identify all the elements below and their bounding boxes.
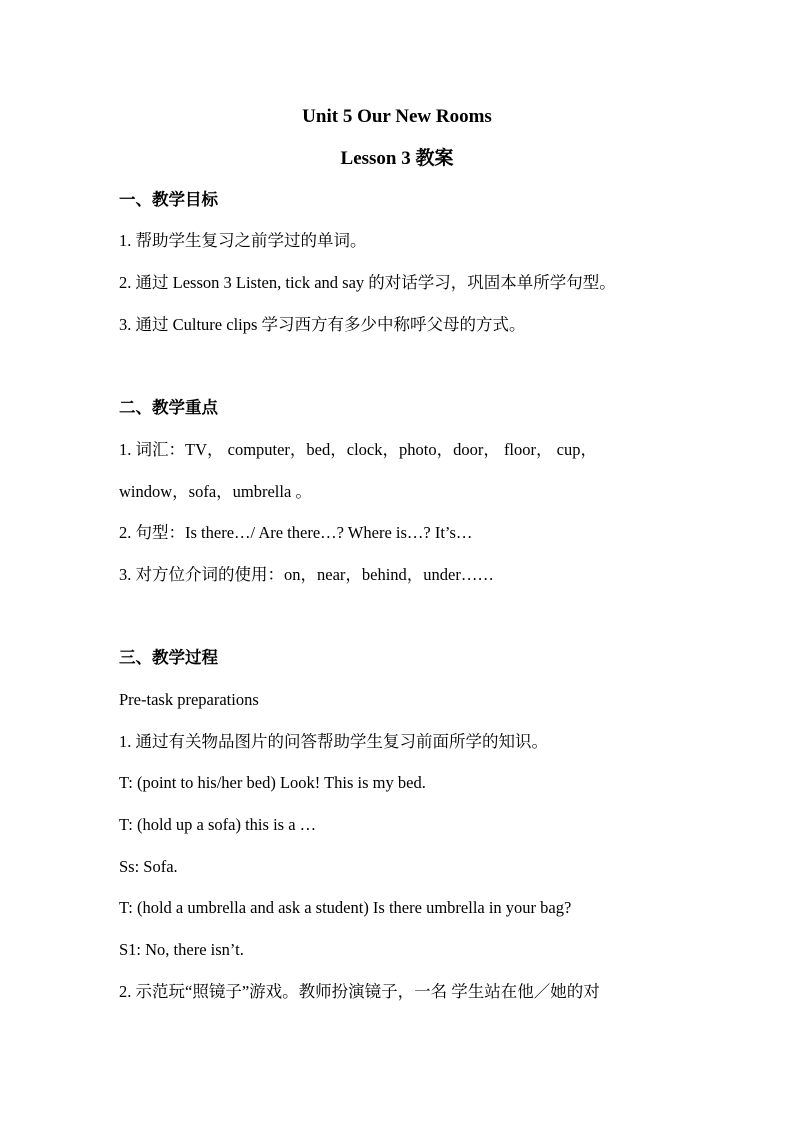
dialogue-line: T: (point to his/her bed) Look! This is my bed. [119, 773, 426, 792]
section-heading-objectives: 一、教学目标 [119, 190, 218, 209]
key-point-item-2: 2. 句型：Is there…/ Are there…? Where is…? It’s… [119, 523, 473, 542]
dialogue-line: T: (hold a umbrella and ask a student) Is there umbrella in your bag? [119, 898, 572, 917]
dialogue-line: Ss: Sofa. [119, 857, 178, 876]
section-heading-key-points: 二、教学重点 [119, 398, 218, 417]
section-heading-procedure: 三、教学过程 [119, 648, 218, 667]
procedure-item-1: 1. 通过有关物品图片的问答帮助学生复习前面所学的知识。 [119, 732, 548, 751]
key-point-item-3: 3. 对方位介词的使用：on，near，behind，under…… [119, 565, 494, 584]
dialogue-line: S1: No, there isn’t. [119, 940, 244, 959]
objective-item-2: 2. 通过 Lesson 3 Listen, tick and say 的对话学习，巩固本单所学句型。 [119, 273, 616, 292]
dialogue-line: T: (hold up a sofa) this is a … [119, 815, 317, 834]
document-title: Unit 5 Our New Rooms [302, 106, 492, 127]
key-point-item-1: 1. 词汇：TV， computer，bed，clock，photo，door， floor， cup， [119, 440, 597, 459]
procedure-item-2: 2. 示范玩“照镜子”游戏。教师扮演镜子，一名 学生站在他／她的对 [119, 982, 600, 1001]
objective-item-3: 3. 通过 Culture clips 学习西方有多少中称呼父母的方式。 [119, 315, 526, 334]
objective-item-1: 1. 帮助学生复习之前学过的单词。 [119, 231, 367, 250]
procedure-stage-label: Pre-task preparations [119, 690, 259, 709]
key-point-item-1-continued: window，sofa，umbrella 。 [119, 482, 312, 501]
document-subtitle: Lesson 3 教案 [340, 148, 454, 169]
